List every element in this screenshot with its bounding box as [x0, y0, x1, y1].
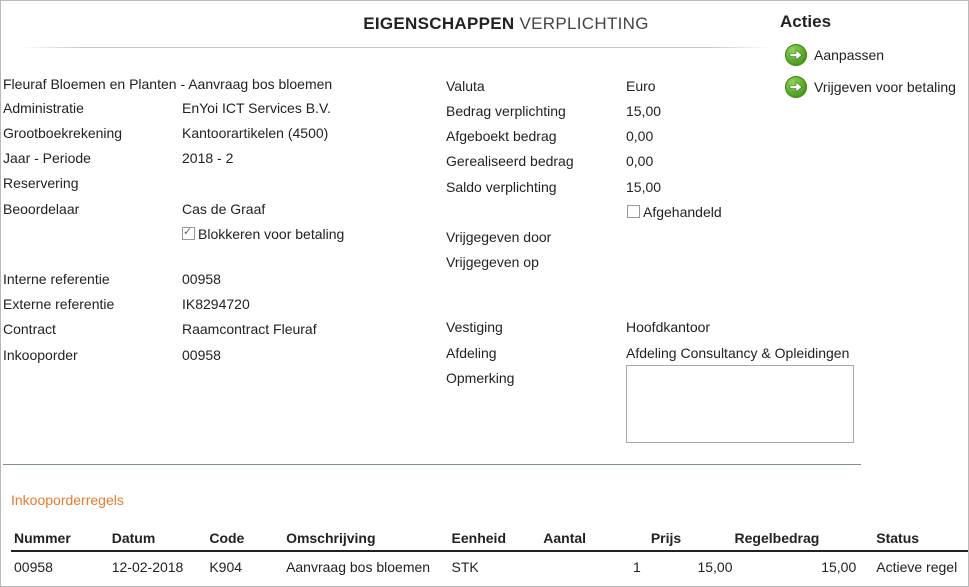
opmerking-label: Opmerking [446, 370, 515, 386]
afgehandeld-checkbox[interactable] [627, 205, 640, 218]
col-code[interactable]: Code [209, 526, 286, 551]
col-aantal[interactable]: Aantal [543, 526, 651, 551]
table-header-row [11, 526, 968, 551]
col-datum[interactable]: Datum [112, 526, 210, 551]
contract-value: Raamcontract Fleuraf [182, 321, 317, 337]
blokkeren-checkbox-row[interactable] [182, 226, 344, 242]
bedrag-verplichting-label: Bedrag verplichting [446, 103, 566, 119]
externe-referentie-value: IK8294720 [182, 296, 250, 312]
afdeling-value: Afdeling Consultancy & Opleidingen [626, 345, 850, 361]
col-status[interactable]: Status [858, 526, 968, 551]
blokkeren-checkbox[interactable] [182, 227, 195, 240]
externe-referentie-label: Externe referentie [3, 296, 115, 312]
table-row[interactable] [11, 551, 968, 582]
vrijgegeven-op-label: Vrijgegeven op [446, 254, 539, 270]
arrow-right-circle-icon [785, 76, 807, 98]
interne-referentie-value: 00958 [182, 271, 221, 287]
cell-code: K904 [209, 559, 243, 575]
opmerking-textarea[interactable] [626, 365, 854, 443]
col-prijs[interactable]: Prijs [651, 526, 735, 551]
col-nummer[interactable]: Nummer [11, 526, 112, 551]
inkooporder-label: Inkooporder [3, 347, 78, 363]
cell-nummer: 00958 [14, 559, 53, 575]
col-regelbedrag[interactable]: Regelbedrag [735, 526, 859, 551]
cell-eenheid: STK [451, 559, 479, 575]
vestiging-label: Vestiging [446, 319, 503, 335]
cell-aantal: 1 [633, 559, 641, 575]
jaar-periode-value: 2018 - 2 [182, 150, 234, 166]
afgeboekt-bedrag-label: Afgeboekt bedrag [446, 128, 557, 144]
cell-status: Actieve regel [876, 559, 958, 575]
administratie-value: EnYoi ICT Services B.V. [182, 100, 331, 116]
col-eenheid[interactable]: Eenheid [452, 526, 544, 551]
acties-title: Acties [780, 12, 832, 31]
interne-referentie-label: Interne referentie [3, 271, 110, 287]
page-title-bold: EIGENSCHAPPEN [363, 14, 515, 33]
vestiging-value: Hoofdkantoor [626, 319, 711, 335]
gerealiseerd-bedrag-label: Gerealiseerd bedrag [446, 153, 574, 169]
vrijgeven-button[interactable] [785, 76, 956, 98]
cell-omschrijving: Aanvraag bos bloemen [286, 559, 431, 575]
inkooporder-value: 00958 [182, 347, 221, 363]
reservering-label: Reservering [3, 175, 79, 191]
afdeling-label: Afdeling [446, 345, 497, 361]
jaar-periode-label: Jaar - Periode [3, 150, 91, 166]
afgehandeld-checkbox-row[interactable] [627, 204, 722, 220]
cell-regelbedrag: 15,00 [821, 559, 857, 575]
saldo-verplichting-value: 15,00 [626, 179, 662, 195]
title-divider [21, 47, 771, 48]
grootboek-value: Kantoorartikelen (4500) [182, 125, 329, 141]
saldo-verplichting-label: Saldo verplichting [446, 179, 557, 195]
blokkeren-label: Blokkeren voor betaling [198, 226, 345, 242]
bedrag-verplichting-value: 15,00 [626, 103, 662, 119]
vrijgeven-label: Vrijgeven voor betaling [814, 79, 956, 95]
afgeboekt-bedrag-value: 0,00 [626, 128, 654, 144]
cell-datum: 12-02-2018 [111, 559, 184, 575]
col-omschrijving[interactable]: Omschrijving [286, 526, 451, 551]
valuta-label: Valuta [446, 78, 485, 94]
administratie-label: Administratie [3, 100, 84, 116]
afgehandeld-label: Afgehandeld [643, 204, 722, 220]
aanpassen-button[interactable] [785, 44, 884, 66]
vrijgegeven-door-label: Vrijgegeven door [446, 229, 552, 245]
inkooporderregels-table [11, 526, 968, 582]
valuta-value: Euro [626, 78, 656, 94]
gerealiseerd-bedrag-value: 0,00 [626, 153, 654, 169]
beoordelaar-label: Beoordelaar [3, 201, 80, 217]
description-text: Fleuraf Bloemen en Planten - Aanvraag bos bloemen [3, 76, 333, 92]
beoordelaar-value: Cas de Graaf [182, 201, 266, 217]
cell-prijs: 15,00 [697, 559, 733, 575]
section-divider [3, 464, 861, 465]
contract-label: Contract [3, 321, 56, 337]
grootboek-label: Grootboekrekening [3, 125, 123, 141]
inkooporderregels-title: Inkooporderregels [11, 492, 124, 508]
arrow-right-circle-icon [785, 44, 807, 66]
page-title-light: VERPLICHTING [519, 14, 649, 33]
aanpassen-label: Aanpassen [814, 47, 885, 63]
